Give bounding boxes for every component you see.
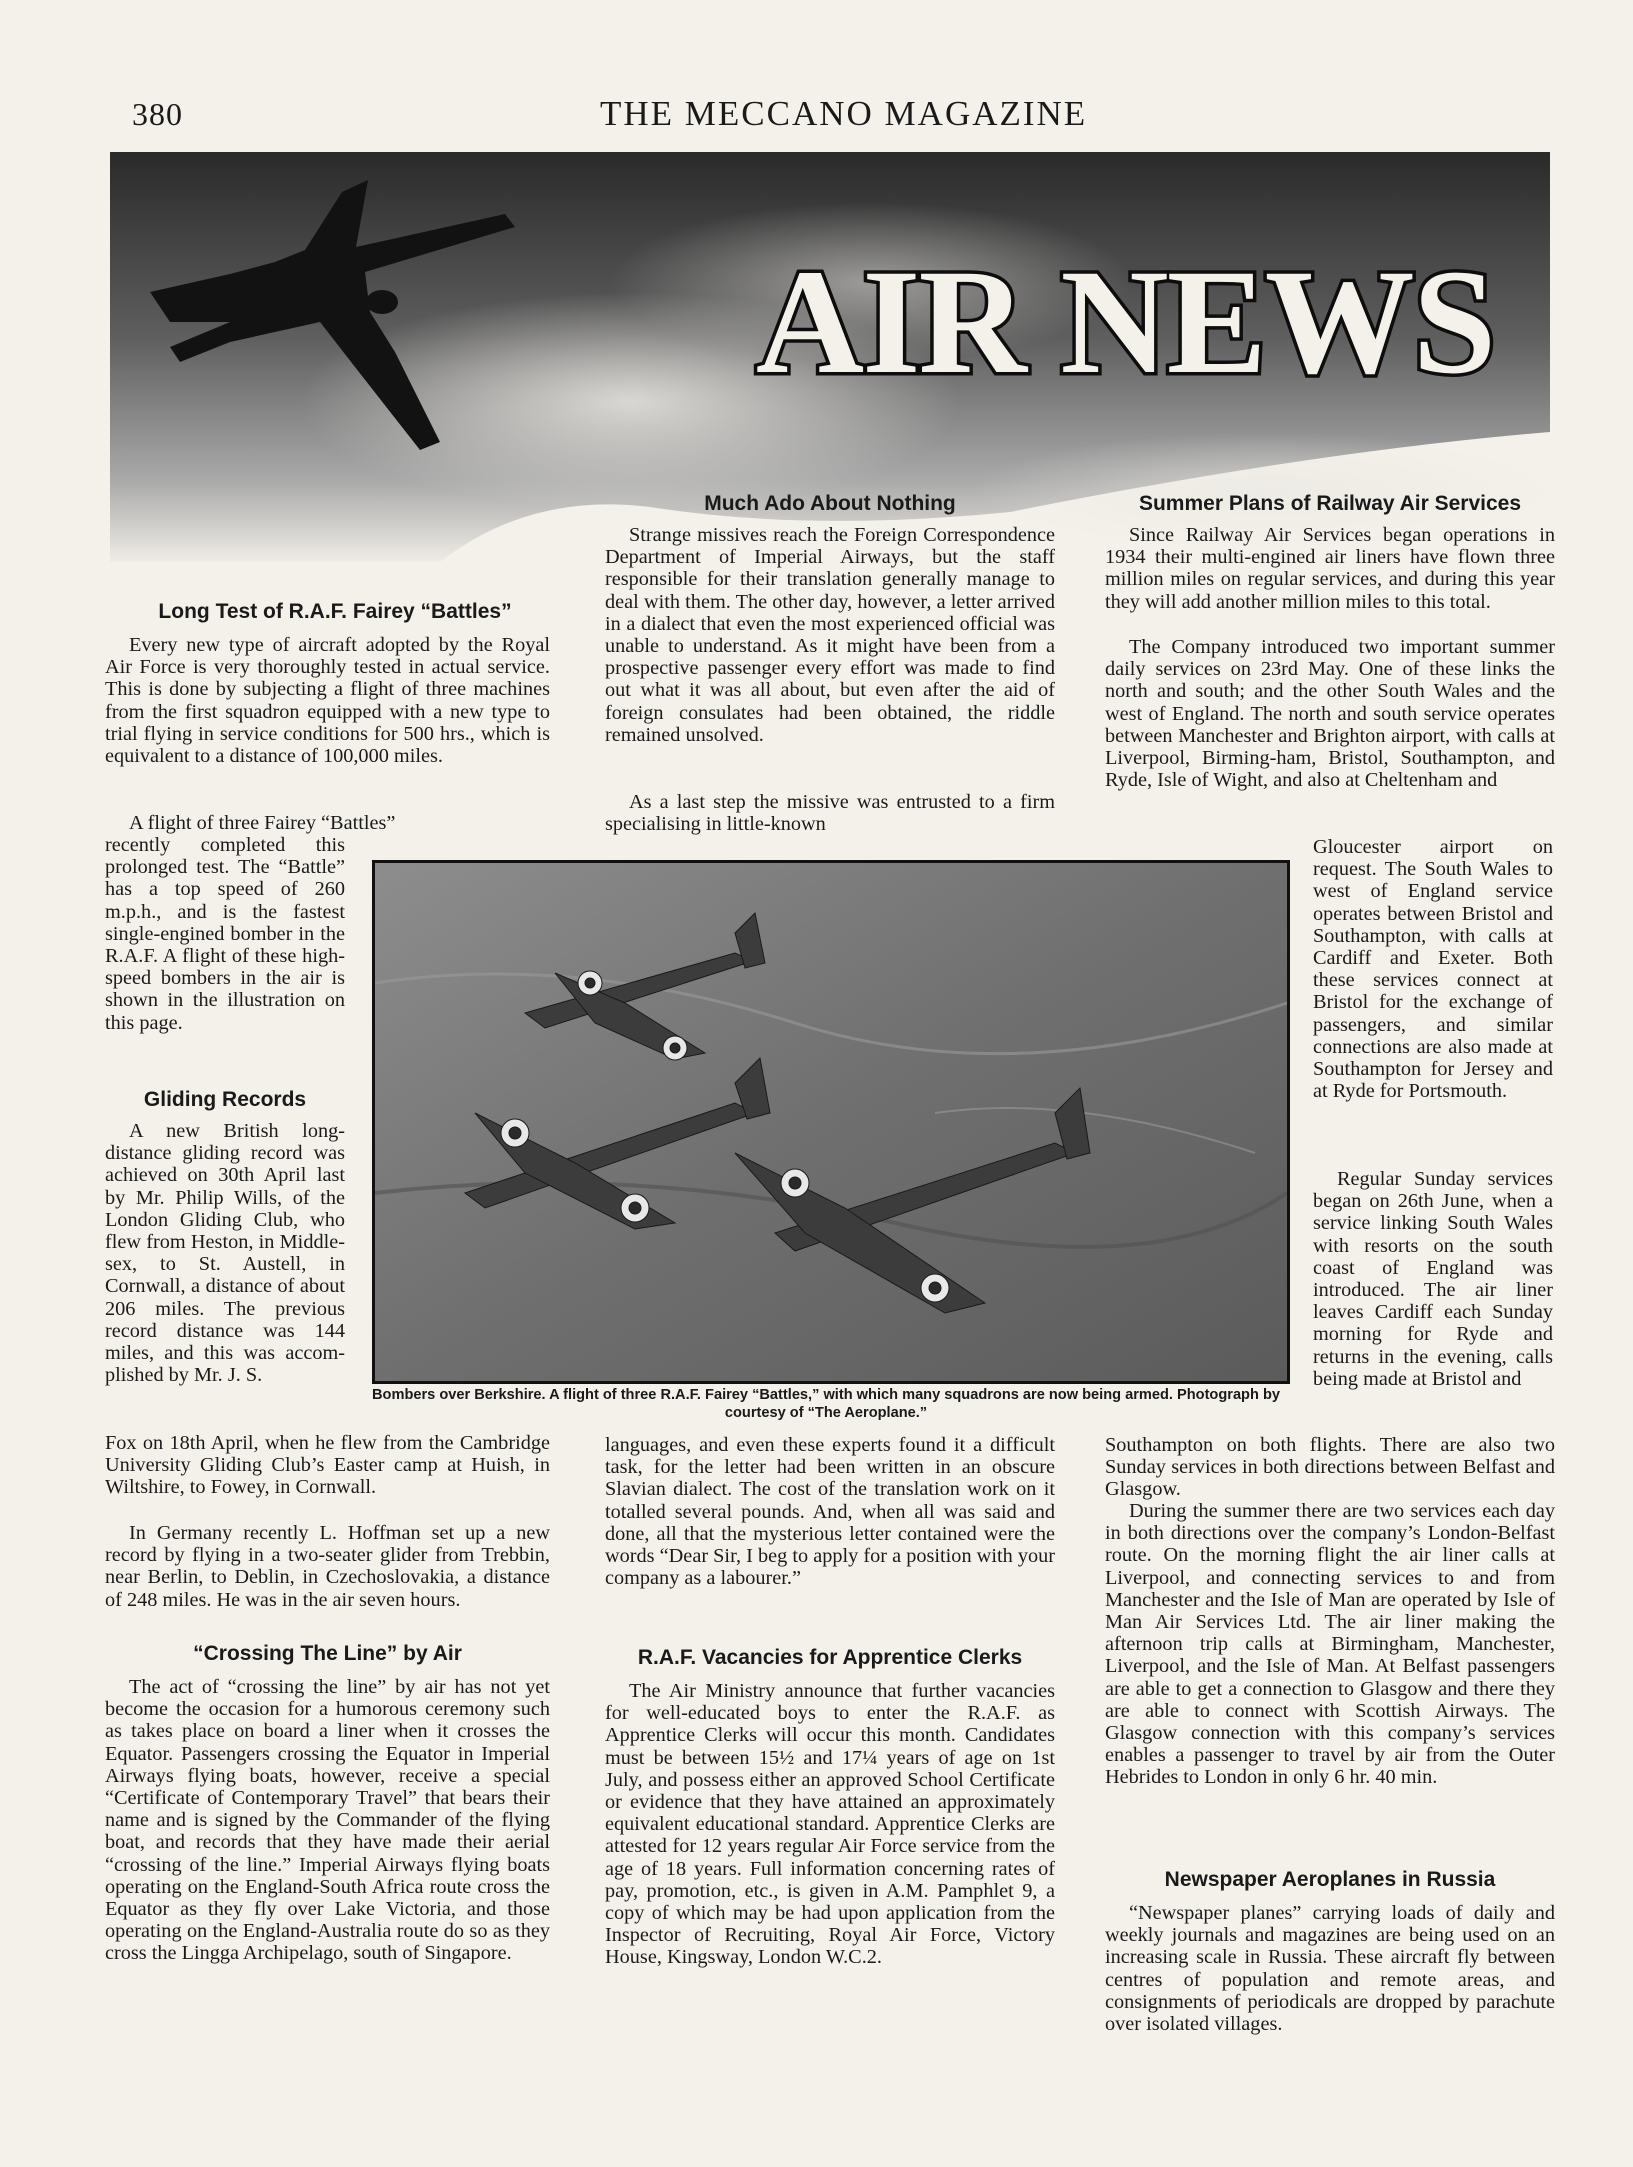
crossing-line-heading: “Crossing The Line” by Air: [193, 1642, 462, 1665]
gliding-p1a: A new British long-distance gliding record was achieved on 30th April last by Mr. Philip Wills, of the London Gliding Club, who flew from Heston, in Middle-sex, to St. Austell, in Cornwall, a distance of about 206 miles. The previous record distance was 144 miles, and this was accom-plished by Mr. J. S.: [105, 1120, 345, 1387]
railway-p3b: Southampton on both flights. There are also two Sunday services in both directions between Belfast and Glasgow.: [1105, 1434, 1555, 1501]
gliding-p1b: Fox on 18th April, when he flew from the Cambridge University Gliding Club’s Easter camp at Huish, in Wiltshire, to Fowey, in Cornwall.: [105, 1432, 550, 1499]
gliding-p2: In Germany recently L. Hoffman set up a new record by flying in a two-seater glider from Trebbin, near Berlin, to Deblin, in Czechoslovakia, a distance of 248 miles. He was in the air seven hours.: [105, 1522, 550, 1611]
crossing-line-p1: The act of “crossing the line” by air has not yet become the occasion for a humorous ceremony such as takes place on board a liner when it crosses the Equator. Passengers crossing the Equator in Imperial Airways flying boats, however, receive a special “Certificate of Contemporary Travel” that bears their name and is signed by the Commander of the flying boat, and records that they have made their aerial “crossing of the line.” Imperial Airways flying boats operating on the England-South Africa route cross the Equator as they fly over Lake Victoria, and those operating on the England-Australia route do so as they cross the Lingga Archipelago, south of Singapore.: [105, 1676, 550, 1965]
railway-p2a: The Company introduced two important summer daily services on 23rd May. One of these links the north and south; and the other South Wales and the west of England. The north and south service operates between Manchester and Brighton airport, with calls at Liverpool, Birming-ham, Bristol, Southampton, and Ryde, Isle of Wight, and also at Cheltenham and: [1105, 636, 1555, 792]
raf-vacancies-heading: R.A.F. Vacancies for Apprentice Clerks: [637, 1646, 1023, 1669]
much-ado-p2a: As a last step the missive was entrusted to a firm specialising in little-known: [605, 791, 1055, 836]
page-number: 380: [132, 96, 183, 132]
newspaper-heading: Newspaper Aeroplanes in Russia: [1164, 1868, 1496, 1891]
gliding-heading: Gliding Records: [143, 1088, 307, 1111]
photo-caption: Bombers over Berkshire. A flight of three R.A.F. Fairey “Battles,” with which many squadrons are now being armed. Photograph by courtesy of “The Aeroplane.”: [372, 1387, 1280, 1421]
railway-p1: Since Railway Air Services began operations in 1934 their multi-engined air liners have flown three million miles on regular services, and during this year they will add another million miles to this total.: [1105, 524, 1555, 613]
magazine-title: THE MECCANO MAGAZINE: [600, 94, 1088, 133]
railway-p4: During the summer there are two services each day in both directions over the company’s London-Belfast route. On the morning flight the air liner calls at Liverpool, and connecting services to and from Manchester and the Isle of Man are operated by Isle of Man Air Services Ltd. The air liner making the afternoon trip calls at Birmingham, Manchester, Liverpool, and the Isle of Man. At Belfast passengers are able to get a connection to Glasgow and there they are able to connect with Scottish Airways. The Glasgow connection with this company’s services enables a passenger to travel by air from the Outer Hebrides to London in only 6 hr. 40 min.: [1105, 1500, 1555, 1789]
railway-p3a: Regular Sunday services began on 26th June, when a service linking South Wales with resorts on the south coast of England was introduced. The air liner leaves Cardiff each Sunday morning for Ryde and returns in the evening, calls being made at Bristol and: [1313, 1168, 1553, 1390]
railway-heading: Summer Plans of Railway Air Services: [1138, 492, 1522, 515]
newspaper-p1: “Newspaper planes” carrying loads of daily and weekly journals and magazines are being used on an increasing scale in Russia. These aircraft fly between centres of population and remote areas, and consignments of periodicals are dropped by parachute over isolated villages.: [1105, 1902, 1555, 2036]
raf-vacancies-p1: The Air Ministry announce that further vacancies for well-educated boys to enter the R.A.F. as Apprentice Clerks will occur this month. Candidates must be between 15½ and 17¼ years of age on 1st July, and possess either an approved School Certificate or evidence that they have attained an approximately equivalent educational standard. Apprentice Clerks are attested for 12 years regular Air Force service from the age of 18 years. Full information concerning rates of pay, promotion, etc., is given in A.M. Pamphlet 9, a copy of which may be had upon application from the Inspector of Recruiting, Royal Air Force, Victory House, Kingsway, London W.C.2.: [605, 1680, 1055, 1969]
banner-title: AIR NEWS: [755, 239, 1495, 405]
much-ado-p2b: languages, and even these experts found it a difficult task, for the letter had been written in an obscure Slavian dialect. The cost of the translation work on it totalled several pounds. And, when all was said and done, all that the mysterious letter contained were the words “Dear Sir, I beg to apply for a position with your company as a labourer.”: [605, 1434, 1055, 1590]
long-test-p2b: recently completed this prolonged test. The “Battle” has a top speed of 260 m.p.h., and is the fastest single-engined bomber in the R.A.F. A flight of these high-speed bombers in the air is shown in the illustration on this page.: [105, 834, 345, 1034]
long-test-p2a: A flight of three Fairey “Battles”: [129, 812, 396, 834]
railway-p2b: Gloucester airport on request. The South Wales to west of England service operates between Bristol and Southampton, with calls at Cardiff and Exeter. Both these services connect at Bristol for the exchange of passengers, and similar connections are also made at Southampton for Jersey and at Ryde for Portsmouth.: [1313, 836, 1553, 1103]
long-test-heading: Long Test of R.A.F. Fairey “Battles”: [158, 600, 512, 623]
bombers-photo: [372, 860, 1290, 1384]
much-ado-p1: Strange missives reach the Foreign Correspondence Department of Imperial Airways, but the staff responsible for their translation generally manage to deal with them. The other day, however, a letter arrived in a dialect that even the most experienced official was unable to understand. As it might have been from a prospective passenger every effort was made to find out what it was all about, but even after the aid of foreign consulates had been obtained, the riddle remained unsolved.: [605, 524, 1055, 746]
long-test-p1: Every new type of aircraft adopted by the Royal Air Force is very thoroughly tested in actual service. This is done by subjecting a flight of three machines from the first squadron equipped with a new type to trial flying in service conditions for 500 hrs., which is equivalent to a distance of 100,000 miles.: [105, 634, 550, 768]
much-ado-heading: Much Ado About Nothing: [704, 492, 956, 515]
